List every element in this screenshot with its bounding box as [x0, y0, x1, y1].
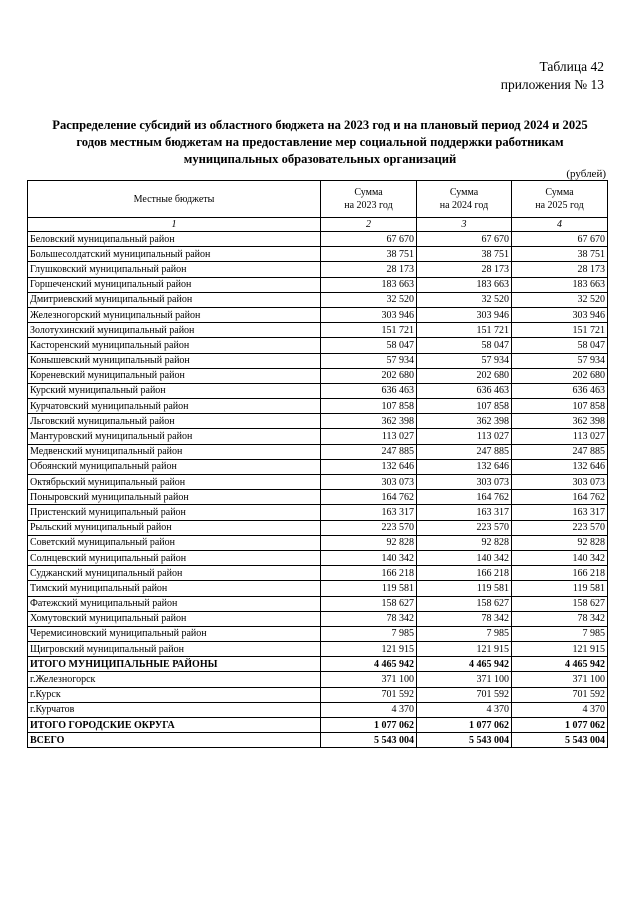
- budget-name-cell: Горшеченский муниципальный район: [28, 277, 321, 292]
- amount-2025-cell: 78 342: [512, 611, 608, 626]
- amount-2023-cell: 163 317: [321, 505, 417, 520]
- amount-2024-cell: 7 985: [417, 626, 512, 641]
- table-row: [28, 687, 608, 702]
- table-row: [28, 353, 608, 368]
- amount-2024-cell: 38 751: [417, 247, 512, 262]
- table-row: [28, 550, 608, 565]
- table-row: [28, 702, 608, 717]
- budget-name-cell: г.Курчатов: [28, 702, 321, 717]
- amount-2023-cell: 1 077 062: [321, 718, 417, 733]
- budget-name-cell: Кореневский муниципальный район: [28, 368, 321, 383]
- budget-name-cell: Черемисиновский муниципальный район: [28, 626, 321, 641]
- amount-2024-cell: 183 663: [417, 277, 512, 292]
- column-number-1: 1: [28, 218, 321, 232]
- amount-2025-cell: 113 027: [512, 429, 608, 444]
- column-header-2024: Сумма на 2024 год: [417, 181, 512, 218]
- amount-2025-cell: 636 463: [512, 383, 608, 398]
- amount-2025-cell: 107 858: [512, 399, 608, 414]
- table-row: [28, 429, 608, 444]
- budget-name-cell: Октябрьский муниципальный район: [28, 475, 321, 490]
- amount-2023-cell: 119 581: [321, 581, 417, 596]
- amount-2024-cell: 166 218: [417, 566, 512, 581]
- amount-2024-cell: 303 946: [417, 307, 512, 322]
- amount-2025-cell: 183 663: [512, 277, 608, 292]
- amount-2023-cell: 32 520: [321, 292, 417, 307]
- budget-name-cell: Конышевский муниципальный район: [28, 353, 321, 368]
- amount-2025-cell: 140 342: [512, 550, 608, 565]
- amount-2024-cell: 78 342: [417, 611, 512, 626]
- table-row: [28, 596, 608, 611]
- amount-2024-cell: 28 173: [417, 262, 512, 277]
- table-row: [28, 535, 608, 550]
- amount-2024-cell: 202 680: [417, 368, 512, 383]
- amount-2025-cell: 371 100: [512, 672, 608, 687]
- total-row: [28, 733, 608, 748]
- column-number-2: 2: [321, 218, 417, 232]
- amount-2023-cell: 183 663: [321, 277, 417, 292]
- table-row: [28, 672, 608, 687]
- amount-2023-cell: 303 073: [321, 475, 417, 490]
- table-row: [28, 399, 608, 414]
- table-caption: [501, 58, 604, 94]
- amount-2025-cell: 303 946: [512, 307, 608, 322]
- amount-2024-cell: 158 627: [417, 596, 512, 611]
- amount-2023-cell: 121 915: [321, 642, 417, 657]
- budget-name-cell: Льговский муниципальный район: [28, 414, 321, 429]
- budget-name-cell: Глушковский муниципальный район: [28, 262, 321, 277]
- document-title: [30, 117, 610, 168]
- amount-2025-cell: 166 218: [512, 566, 608, 581]
- total-row: [28, 718, 608, 733]
- amount-2025-cell: 92 828: [512, 535, 608, 550]
- total-row: [28, 657, 608, 672]
- amount-2025-cell: 158 627: [512, 596, 608, 611]
- table-row: [28, 247, 608, 262]
- amount-2025-cell: 5 543 004: [512, 733, 608, 748]
- table-row: [28, 307, 608, 322]
- budget-name-cell: ИТОГО ГОРОДСКИЕ ОКРУГА: [28, 718, 321, 733]
- amount-2024-cell: 113 027: [417, 429, 512, 444]
- table-row: [28, 277, 608, 292]
- amount-2023-cell: 7 985: [321, 626, 417, 641]
- amount-2023-cell: 371 100: [321, 672, 417, 687]
- budget-name-cell: Касторенский муниципальный район: [28, 338, 321, 353]
- table-row: [28, 475, 608, 490]
- table-row: [28, 611, 608, 626]
- budget-name-cell: Курчатовский муниципальный район: [28, 399, 321, 414]
- amount-2023-cell: 303 946: [321, 307, 417, 322]
- amount-2023-cell: 67 670: [321, 232, 417, 247]
- amount-2023-cell: 92 828: [321, 535, 417, 550]
- budget-name-cell: Суджанский муниципальный район: [28, 566, 321, 581]
- table-row: [28, 232, 608, 247]
- amount-2023-cell: 4 370: [321, 702, 417, 717]
- amount-2024-cell: 132 646: [417, 459, 512, 474]
- amount-2024-cell: 636 463: [417, 383, 512, 398]
- amount-2023-cell: 38 751: [321, 247, 417, 262]
- amount-2024-cell: 371 100: [417, 672, 512, 687]
- amount-2023-cell: 107 858: [321, 399, 417, 414]
- amount-2023-cell: 78 342: [321, 611, 417, 626]
- amount-2025-cell: 4 465 942: [512, 657, 608, 672]
- amount-2024-cell: 57 934: [417, 353, 512, 368]
- table-row: [28, 292, 608, 307]
- amount-2025-cell: 1 077 062: [512, 718, 608, 733]
- amount-2024-cell: 1 077 062: [417, 718, 512, 733]
- amount-2024-cell: 164 762: [417, 490, 512, 505]
- amount-2024-cell: 5 543 004: [417, 733, 512, 748]
- budget-name-cell: ИТОГО МУНИЦИПАЛЬНЫЕ РАЙОНЫ: [28, 657, 321, 672]
- budget-name-cell: г.Железногорск: [28, 672, 321, 687]
- amount-2023-cell: 5 543 004: [321, 733, 417, 748]
- budget-name-cell: Поныровский муниципальный район: [28, 490, 321, 505]
- amount-2023-cell: 164 762: [321, 490, 417, 505]
- amount-2025-cell: 163 317: [512, 505, 608, 520]
- table-row: [28, 414, 608, 429]
- title-line-3: муниципальных образовательных организаций: [183, 152, 457, 166]
- amount-2024-cell: 362 398: [417, 414, 512, 429]
- subsidy-table: [27, 180, 608, 748]
- amount-2025-cell: 32 520: [512, 292, 608, 307]
- amount-2023-cell: 362 398: [321, 414, 417, 429]
- amount-2025-cell: 701 592: [512, 687, 608, 702]
- budget-name-cell: Большесолдатский муниципальный район: [28, 247, 321, 262]
- appendix-label: приложения № 13: [500, 77, 604, 92]
- table-row: [28, 383, 608, 398]
- amount-2024-cell: 67 670: [417, 232, 512, 247]
- table-row: [28, 642, 608, 657]
- amount-2025-cell: 4 370: [512, 702, 608, 717]
- amount-2025-cell: 119 581: [512, 581, 608, 596]
- amount-2023-cell: 223 570: [321, 520, 417, 535]
- amount-2025-cell: 38 751: [512, 247, 608, 262]
- table-row: [28, 566, 608, 581]
- budget-name-cell: Медвенский муниципальный район: [28, 444, 321, 459]
- amount-2024-cell: 140 342: [417, 550, 512, 565]
- amount-2023-cell: 113 027: [321, 429, 417, 444]
- amount-2024-cell: 163 317: [417, 505, 512, 520]
- table-row: [28, 338, 608, 353]
- budget-name-cell: Беловский муниципальный район: [28, 232, 321, 247]
- amount-2023-cell: 28 173: [321, 262, 417, 277]
- amount-2024-cell: 58 047: [417, 338, 512, 353]
- table-row: [28, 262, 608, 277]
- amount-2024-cell: 247 885: [417, 444, 512, 459]
- table-body: [28, 232, 608, 748]
- budget-name-cell: Солнцевский муниципальный район: [28, 550, 321, 565]
- amount-2025-cell: 57 934: [512, 353, 608, 368]
- table-row: [28, 626, 608, 641]
- column-header-2025: Сумма на 2025 год: [512, 181, 608, 218]
- amount-2025-cell: 202 680: [512, 368, 608, 383]
- column-number-4: 4: [512, 218, 608, 232]
- budget-name-cell: Фатежский муниципальный район: [28, 596, 321, 611]
- budget-name-cell: Тимский муниципальный район: [28, 581, 321, 596]
- amount-2025-cell: 247 885: [512, 444, 608, 459]
- amount-2025-cell: 223 570: [512, 520, 608, 535]
- table-row: [28, 459, 608, 474]
- budget-name-cell: Мантуровский муниципальный район: [28, 429, 321, 444]
- amount-2024-cell: 4 370: [417, 702, 512, 717]
- table-row: [28, 323, 608, 338]
- table-row: [28, 520, 608, 535]
- budget-name-cell: Курский муниципальный район: [28, 383, 321, 398]
- amount-2024-cell: 107 858: [417, 399, 512, 414]
- table-row: [28, 490, 608, 505]
- amount-2023-cell: 4 465 942: [321, 657, 417, 672]
- table-number-label: Таблица 42: [539, 59, 604, 74]
- units-label: (рублей): [566, 168, 606, 180]
- amount-2025-cell: 67 670: [512, 232, 608, 247]
- amount-2024-cell: 92 828: [417, 535, 512, 550]
- amount-2025-cell: 28 173: [512, 262, 608, 277]
- amount-2025-cell: 7 985: [512, 626, 608, 641]
- budget-name-cell: Дмитриевский муниципальный район: [28, 292, 321, 307]
- column-header-budget: Местные бюджеты: [28, 181, 321, 218]
- column-number-3: 3: [417, 218, 512, 232]
- amount-2023-cell: 140 342: [321, 550, 417, 565]
- amount-2023-cell: 57 934: [321, 353, 417, 368]
- amount-2024-cell: 223 570: [417, 520, 512, 535]
- budget-name-cell: ВСЕГО: [28, 733, 321, 748]
- amount-2025-cell: 164 762: [512, 490, 608, 505]
- budget-name-cell: Хомутовский муниципальный район: [28, 611, 321, 626]
- budget-name-cell: Железногорский муниципальный район: [28, 307, 321, 322]
- table-row: [28, 368, 608, 383]
- amount-2023-cell: 247 885: [321, 444, 417, 459]
- amount-2023-cell: 636 463: [321, 383, 417, 398]
- amount-2024-cell: 121 915: [417, 642, 512, 657]
- title-line-1: Распределение субсидий из областного бюджета на 2023 год и на плановый период 2024 и 2025: [52, 118, 588, 132]
- column-header-2023: Сумма на 2023 год: [321, 181, 417, 218]
- budget-name-cell: Обоянский муниципальный район: [28, 459, 321, 474]
- amount-2025-cell: 132 646: [512, 459, 608, 474]
- budget-name-cell: Золотухинский муниципальный район: [28, 323, 321, 338]
- budget-name-cell: Рыльский муниципальный район: [28, 520, 321, 535]
- budget-name-cell: Пристенский муниципальный район: [28, 505, 321, 520]
- table-row: [28, 581, 608, 596]
- amount-2024-cell: 119 581: [417, 581, 512, 596]
- amount-2023-cell: 151 721: [321, 323, 417, 338]
- budget-name-cell: Советский муниципальный район: [28, 535, 321, 550]
- table-row: [28, 444, 608, 459]
- amount-2023-cell: 202 680: [321, 368, 417, 383]
- amount-2025-cell: 121 915: [512, 642, 608, 657]
- budget-name-cell: Щигровский муниципальный район: [28, 642, 321, 657]
- amount-2023-cell: 701 592: [321, 687, 417, 702]
- amount-2024-cell: 303 073: [417, 475, 512, 490]
- budget-name-cell: г.Курск: [28, 687, 321, 702]
- amount-2024-cell: 701 592: [417, 687, 512, 702]
- amount-2024-cell: 32 520: [417, 292, 512, 307]
- amount-2025-cell: 303 073: [512, 475, 608, 490]
- amount-2024-cell: 4 465 942: [417, 657, 512, 672]
- table-row: [28, 505, 608, 520]
- amount-2025-cell: 362 398: [512, 414, 608, 429]
- amount-2024-cell: 151 721: [417, 323, 512, 338]
- amount-2023-cell: 166 218: [321, 566, 417, 581]
- title-line-2: годов местным бюджетам на предоставление мер социальной поддержки работникам: [76, 135, 564, 149]
- amount-2025-cell: 151 721: [512, 323, 608, 338]
- amount-2023-cell: 58 047: [321, 338, 417, 353]
- amount-2023-cell: 132 646: [321, 459, 417, 474]
- amount-2025-cell: 58 047: [512, 338, 608, 353]
- amount-2023-cell: 158 627: [321, 596, 417, 611]
